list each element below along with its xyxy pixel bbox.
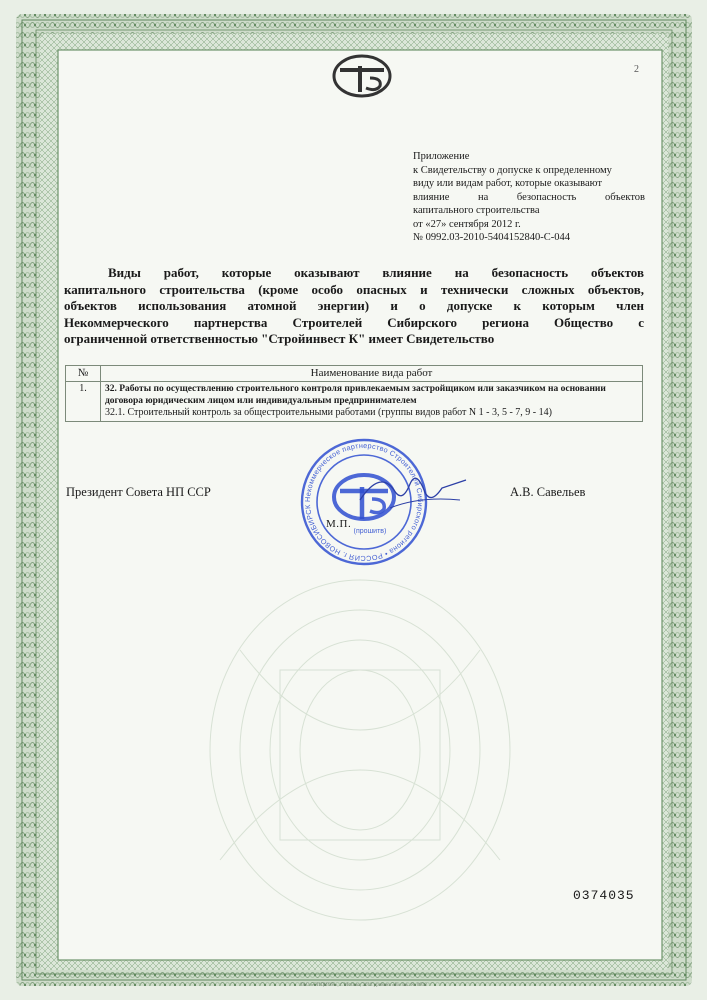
heading-line: Некоммерческого партнерства Строителей Сибирского региона Общество с	[64, 314, 644, 330]
annex-line: капитального строительства	[413, 205, 540, 216]
works-table	[65, 365, 643, 422]
signatory-name: А.В. Савельев	[510, 485, 586, 499]
annex-line: № 0992.03-2010-5404152840-С-044	[413, 232, 571, 243]
work-description	[101, 382, 643, 422]
stamp-place-label: М.П.	[326, 518, 352, 530]
seal-ring-text: Некоммерческое партнерство Строителей Сибирского региона • РОССИЯ г. НОВОСИБИРСК	[302, 440, 426, 564]
document-heading	[64, 265, 644, 348]
nps-logo-icon	[330, 52, 394, 100]
serial-number: 0374035	[573, 888, 635, 903]
annex-line: виду или видам работ, которые оказывают	[413, 178, 602, 189]
annex-reference	[413, 150, 645, 245]
heading-line: объектов использования атомной энергии) и о допуске к которым член	[64, 298, 644, 313]
background-emblem	[180, 560, 540, 940]
column-header-work-name: Наименование вида работ	[101, 366, 643, 382]
heading-line: ограниченной ответственностью "Стройинвест К" имеет Свидетельство	[64, 331, 495, 346]
heading-line: капитального строительства (кроме особо опасных и технически сложных объектов,	[64, 281, 644, 297]
annex-line: Приложение	[413, 151, 470, 162]
annex-line: к Свидетельству о допуске к определенному	[413, 164, 612, 176]
signatory-position: Президент Совета НП ССР	[66, 485, 211, 499]
page-number: 2	[634, 64, 639, 75]
handwritten-signature	[350, 460, 470, 530]
column-header-number: №	[66, 366, 101, 382]
annex-line: от «27» сентября 2012 г.	[413, 218, 521, 230]
annex-line: влияние на безопасность объектов	[413, 191, 645, 203]
table-header-row	[66, 366, 643, 382]
seal-center-text: (прошитв)	[353, 528, 387, 535]
work-group-title: 32. Работы по осуществлению строительного контроля привлекаемым застройщиком или заказчиком на основании договора юридическим лицом или индивидуальным предпринимателем	[105, 384, 606, 406]
row-number: 1.	[66, 382, 101, 422]
heading-line: Виды работ, которые оказывают влияние на безопасность объектов	[108, 265, 644, 280]
printer-imprint: ЗАО «ОПЦИОН», г. Москва, 2012 уровень «В» зак. № 0018	[300, 983, 427, 988]
work-subitem: 32.1. Строительный контроль за общестроительными работами (группы видов работ N 1 - 3, 5 - 7, 9 - 14)	[105, 407, 552, 418]
table-row	[66, 382, 643, 422]
